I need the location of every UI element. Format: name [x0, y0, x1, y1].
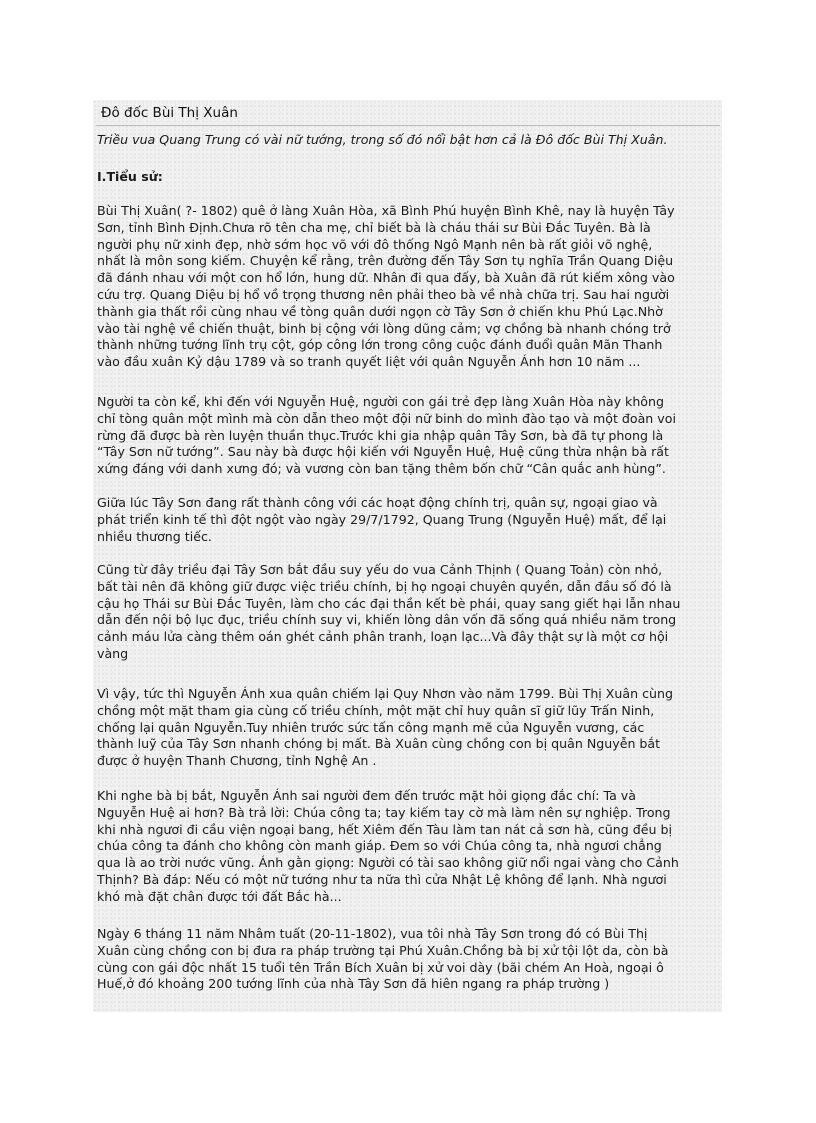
paragraph-line: người phụ nữ xinh đẹp, nhờ sớm học võ với đô thống Ngô Mạnh nên bà rất giỏi võ nghệ,	[97, 236, 653, 252]
paragraph-quang-trung-death	[97, 495, 722, 545]
paragraph-line: chỉ tòng quân một mình mà còn dẫn theo một đội nữ binh do mình đào tạo và một đoàn voi	[97, 410, 676, 426]
paragraph-line: Sơn, tỉnh Bình Định.Chưa rõ tên cha mẹ, chỉ biết bà là cháu thái sư Bùi Đắc Tuyên. Bà là	[97, 219, 651, 235]
paragraph-line: vào tài nghệ về chiến thuật, binh bị cộng với lòng dũng cảm; vợ chồng bà nhanh chóng trở	[97, 320, 671, 336]
paragraph-line: phát triển kinh tế thì đột ngột vào ngày 29/7/1792, Quang Trung (Nguyễn Huệ) mất, để lại	[97, 511, 667, 527]
paragraph-line: Xuân cùng chồng con bị đưa ra pháp trường tại Phú Xuân.Chồng bà bị xử tội lột da, còn bà	[97, 942, 669, 958]
paragraph-line: nhiều thương tiếc.	[97, 528, 212, 544]
paragraph-line: qua là ao trời nước vũng. Ánh gằn giọng: Người có tài sao không giữ nổi ngai vàng cho Cảnh	[97, 855, 679, 871]
paragraph-line: dẫn đến nội bộ lục đục, triều chính suy vi, khiến lòng dân vốn đã sống quá nhiều năm trong	[97, 612, 677, 628]
paragraph-line: khi nhà ngươi đi cầu viện ngoại bang, hết Xiêm đến Tàu làm tan nát cả sơn hà, cũng đều bị	[97, 821, 672, 837]
paragraph-line: “Tây Sơn nữ tướng”. Sau này bà được hội kiến với Nguyễn Huệ, Huệ cũng thừa nhận bà rất	[97, 444, 669, 460]
paragraph-line: Ngày 6 tháng 11 năm Nhâm tuất (20-11-1802), vua tôi nhà Tây Sơn trong đó có Bùi Thị	[97, 926, 648, 941]
paragraph-line: Bùi Thị Xuân( ?- 1802) quê ở làng Xuân Hòa, xã Bình Phú huyện Bình Khê, nay là huyện Tây	[97, 203, 675, 218]
title-divider	[96, 125, 720, 126]
paragraph-line: thành những tướng lĩnh trụ cột, góp công lớn trong công cuộc đánh đuổi quân Mãn Thanh	[97, 337, 663, 353]
paragraph-line: Giữa lúc Tây Sơn đang rất thành công với các hoạt động chính trị, quân sự, ngoại giao và	[97, 495, 658, 510]
paragraph-line: chống lại quân Nguyễn.Tuy nhiên trước sức tấn công mạnh mẽ của Nguyễn vương, các	[97, 719, 645, 735]
paragraph-line: cứu trợ. Quang Diệu bị hổ vồ trọng thương nên phải theo bà về nhà chữa trị. Sau hai người	[97, 286, 670, 302]
paragraph-line: thành gia thất rồi cùng nhau về tòng quân dưới ngọn cờ Tây Sơn ở chiến khu Phú Lạc.Nhờ	[97, 303, 663, 319]
paragraph-line: xứng đáng với danh xưng đó; và vương còn ban tặng thêm bốn chữ “Cân quắc anh hùng”.	[97, 461, 666, 477]
paragraph-female-general	[97, 394, 722, 478]
paragraph-dialogue	[97, 788, 722, 906]
paragraph-line: Cũng từ đây triều đại Tây Sơn bắt đầu suy yếu do vua Cảnh Thịnh ( Quang Toản) còn nhỏ,	[97, 562, 663, 577]
paragraph-line: Thịnh? Bà đáp: Nếu có một nữ tướng như ta nữa thì cửa Nhật Lệ không để lạnh. Nhà ngươi	[97, 871, 667, 887]
paragraph-line: nhất là môn song kiếm. Chuyện kể rằng, trên đường đến Tây Sơn tụ nghĩa Trần Quang Diệu	[97, 253, 674, 269]
paragraph-line: cảnh máu lửa càng thêm oán ghét cảnh phân tranh, loạn lạc...Và đây thật sự là một cơ hội	[97, 629, 669, 645]
paragraph-line: Khi nghe bà bị bắt, Nguyễn Ánh sai người đem đến trước mặt hỏi giọng đắc chí: Ta và	[97, 788, 636, 803]
paragraph-execution	[97, 926, 722, 993]
paragraph-line: chúa công ta đánh cho không còn manh giáp. Đem so với Chúa công ta, nhà ngươi chẳng	[97, 838, 662, 854]
paragraph-line: Người ta còn kể, khi đến với Nguyễn Huệ, người con gái trẻ đẹp làng Xuân Hòa này không	[97, 394, 664, 409]
paragraph-biography	[97, 203, 722, 371]
section-heading: I.Tiểu sử:	[97, 169, 163, 184]
intro-sentence: Triều vua Quang Trung có vài nữ tướng, trong số đó nổi bật hơn cả là Đô đốc Bùi Thị Xuân.	[97, 132, 668, 147]
paragraph-line: đã đánh nhau với một con hổ lớn, hung dữ. Nhân đi qua đấy, bà Xuân đã rút kiếm xông vào	[97, 270, 675, 286]
article-title: Đô đốc Bùi Thị Xuân	[101, 105, 238, 121]
document-page	[93, 100, 722, 1012]
paragraph-line: Nguyễn Huệ ai hơn? Bà trả lời: Chúa công ta; tay kiếm tay cờ mà làm nên sự nghiệp. Trong	[97, 804, 671, 820]
paragraph-line: được ở huyện Thanh Chương, tỉnh Nghệ An .	[97, 753, 377, 769]
paragraph-line: rừng đã được bà rèn luyện thuần thục.Trước khi gia nhập quân Tây Sơn, bà đã tự phong là	[97, 427, 664, 443]
paragraph-line: bất tài nên đã không giữ được việc triều chính, bị họ ngoại chuyên quyền, dẫn đầu số đó là	[97, 578, 672, 594]
paragraph-line: vào đầu xuân Kỷ dậu 1789 và so tranh quyết liệt với quân Nguyễn Ánh hơn 10 năm ...	[97, 354, 641, 370]
paragraph-line: cùng con gái độc nhất 15 tuổi tên Trần Bích Xuân bị xử voi dày (bãi chém An Hoà, ngoại ô	[97, 959, 664, 975]
paragraph-line: cậu họ Thái sư Bùi Đắc Tuyên, làm cho các đại thần kết bè phái, quay sang giết hại lẫn nhau	[97, 595, 681, 611]
paragraph-line: Vì vậy, tức thì Nguyễn Ánh xua quân chiếm lại Quy Nhơn vào năm 1799. Bùi Thị Xuân cùng	[97, 686, 673, 701]
paragraph-line: khó mà đặt chân được tới đất Bắc hà...	[97, 888, 342, 904]
paragraph-capture	[97, 686, 722, 770]
paragraph-line: thành luỹ của Tây Sơn nhanh chóng bị mất. Bà Xuân cùng chồng con bị quân Nguyễn bắt	[97, 736, 661, 752]
paragraph-line: Huế,ở đó khoảng 200 tướng lĩnh của nhà Tây Sơn đã hiên ngang ra pháp trường )	[97, 976, 610, 992]
paragraph-line: chồng một mặt tham gia cùng cố triều chính, một mặt chỉ huy quân sĩ giữ lũy Trấn Ninh,	[97, 702, 655, 718]
paragraph-line: vàng	[97, 645, 129, 661]
paragraph-decline	[97, 562, 722, 663]
